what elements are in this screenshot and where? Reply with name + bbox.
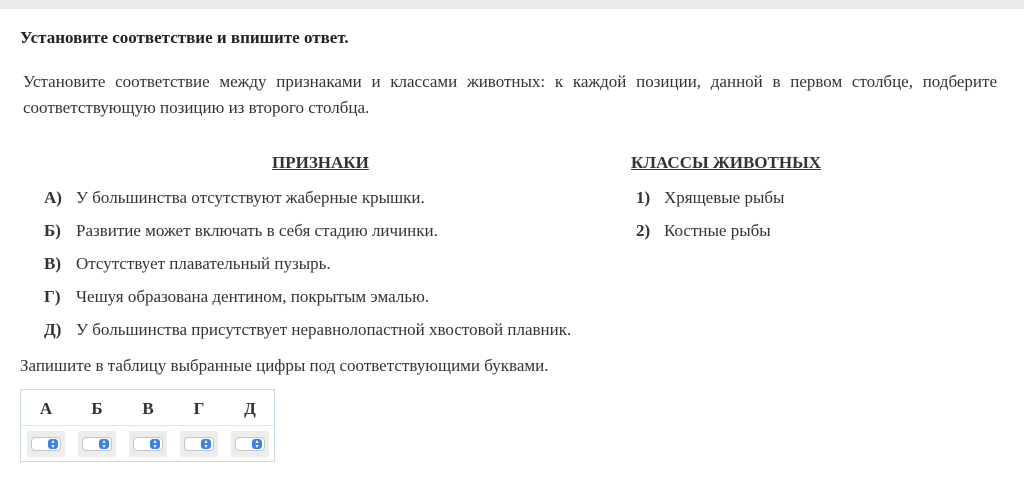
feature-text: Чешуя образована дентином, покрытым эмалью.: [76, 287, 430, 306]
answer-cell-v: [129, 431, 167, 457]
answer-header-a: А: [39, 399, 53, 418]
answer-select-g[interactable]: [184, 437, 214, 451]
feature-letter: А): [44, 188, 62, 207]
answer-select-d[interactable]: [235, 437, 265, 451]
feature-letter: Г): [44, 287, 61, 306]
top-bar: [0, 0, 1024, 9]
task-title: Установите соответствие и впишите ответ.: [20, 28, 349, 47]
answer-instruction: Запишите в таблицу выбранные цифры под соответствующими буквами.: [20, 356, 549, 375]
answer-cell-g: [180, 431, 218, 457]
feature-text: Развитие может включать в себя стадию личинки.: [76, 221, 438, 240]
class-number: 2): [636, 221, 651, 240]
class-number: 1): [636, 188, 651, 207]
select-arrows-icon: ▴ ▾: [201, 439, 211, 449]
class-text: Костные рыбы: [664, 221, 771, 240]
answer-header-g: Г: [193, 399, 205, 418]
feature-letter: Б): [44, 221, 61, 240]
answer-cell-a: [27, 431, 65, 457]
answer-select-v[interactable]: [133, 437, 163, 451]
answer-cell-b: [78, 431, 116, 457]
answer-cell-d: [231, 431, 269, 457]
answer-select-a[interactable]: [31, 437, 61, 451]
feature-text: У большинства отсутствуют жаберные крышки.: [76, 188, 425, 207]
answer-header-b: Б: [91, 399, 103, 418]
task-intro: Установите соответствие между признаками и классами животных: к каждой позиции, данной в первом столбце, подберите соответствующую позицию из второго столбца.: [23, 72, 997, 117]
select-arrows-icon: ▴ ▾: [252, 439, 262, 449]
answer-header-d: Д: [244, 399, 256, 418]
select-arrows-icon: ▴ ▾: [150, 439, 160, 449]
feature-text: Отсутствует плавательный пузырь.: [76, 254, 331, 273]
features-header: ПРИЗНАКИ: [272, 153, 369, 172]
classes-header: КЛАССЫ ЖИВОТНЫХ: [631, 153, 822, 172]
answer-divider: [21, 425, 274, 426]
answer-table: [20, 389, 275, 462]
class-text: Хрящевые рыбы: [664, 188, 785, 207]
select-arrows-icon: ▴ ▾: [48, 439, 58, 449]
feature-letter: Д): [44, 320, 62, 339]
answer-header-v: В: [142, 399, 154, 418]
select-arrows-icon: ▴ ▾: [99, 439, 109, 449]
feature-text: У большинства присутствует неравнолопастной хвостовой плавник.: [76, 320, 572, 339]
feature-letter: В): [44, 254, 61, 273]
answer-select-b[interactable]: [82, 437, 112, 451]
